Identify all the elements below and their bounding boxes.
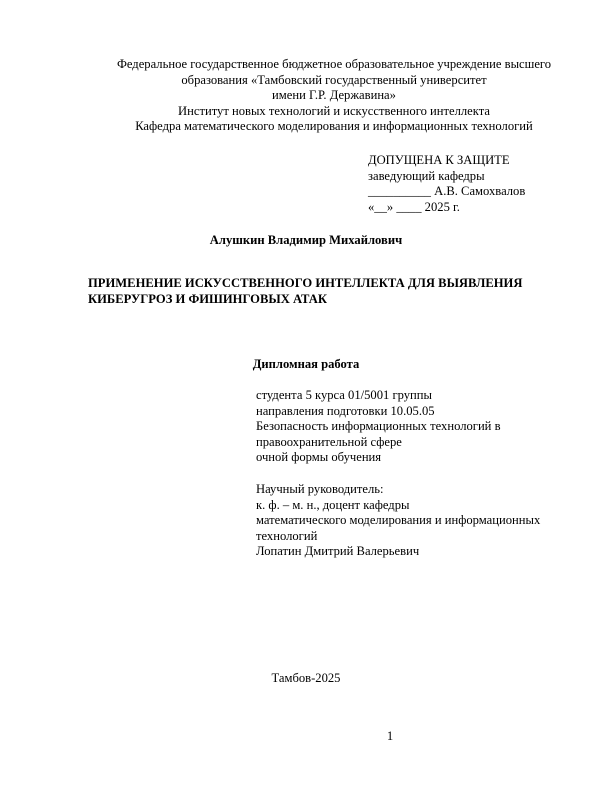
title-line: КИБЕРУГРОЗ И ФИШИНГОВЫХ АТАК — [88, 291, 327, 306]
approval-block — [368, 153, 588, 215]
student-line: правоохранительной сфере — [256, 434, 402, 449]
supervisor-info — [256, 482, 596, 560]
supervisor-line: Лопатин Дмитрий Валерьевич — [256, 544, 420, 559]
thesis-title — [88, 276, 588, 307]
supervisor-line: к. ф. – м. н., доцент кафедры — [256, 497, 410, 512]
supervisor-line: технологий — [256, 528, 318, 543]
approval-line: заведующий кафедры — [368, 168, 485, 183]
student-line: студента 5 курса 01/5001 группы — [256, 388, 432, 402]
title-line: ПРИМЕНЕНИЕ ИСКУССТВЕННОГО ИНТЕЛЛЕКТА ДЛЯ ВЫЯВЛЕНИЯ — [88, 276, 523, 290]
student-info — [256, 388, 596, 466]
author-name: Алушкин Владимир Михайлович — [209, 233, 403, 247]
header-line: образования «Тамбовский государственный университет — [181, 72, 487, 87]
student-line: направления подготовки 10.05.05 — [256, 403, 435, 418]
city-year: Тамбов-2025 — [271, 671, 341, 685]
approval-line: ДОПУЩЕНА К ЗАЩИТЕ — [368, 153, 510, 167]
supervisor-line: математического моделирования и информационных — [256, 513, 541, 528]
header-line: Институт новых технологий и искусственного интеллекта — [178, 103, 490, 118]
student-line: очной формы обучения — [256, 450, 382, 465]
header-line: имени Г.Р. Державина» — [272, 88, 396, 103]
header-line: Кафедра математического моделирования и информационных технологий — [135, 119, 533, 134]
page-number: 1 — [386, 729, 394, 743]
approval-line: «__» ____ 2025 г. — [368, 199, 460, 214]
work-type: Дипломная работа — [252, 357, 360, 371]
header-line: Федеральное государственное бюджетное образовательное учреждение высшего — [116, 57, 552, 71]
approval-line: __________ А.В. Самохвалов — [368, 184, 526, 199]
student-line: Безопасность информационных технологий в — [256, 419, 501, 434]
institution-header — [88, 57, 580, 135]
supervisor-line: Научный руководитель: — [256, 482, 384, 496]
